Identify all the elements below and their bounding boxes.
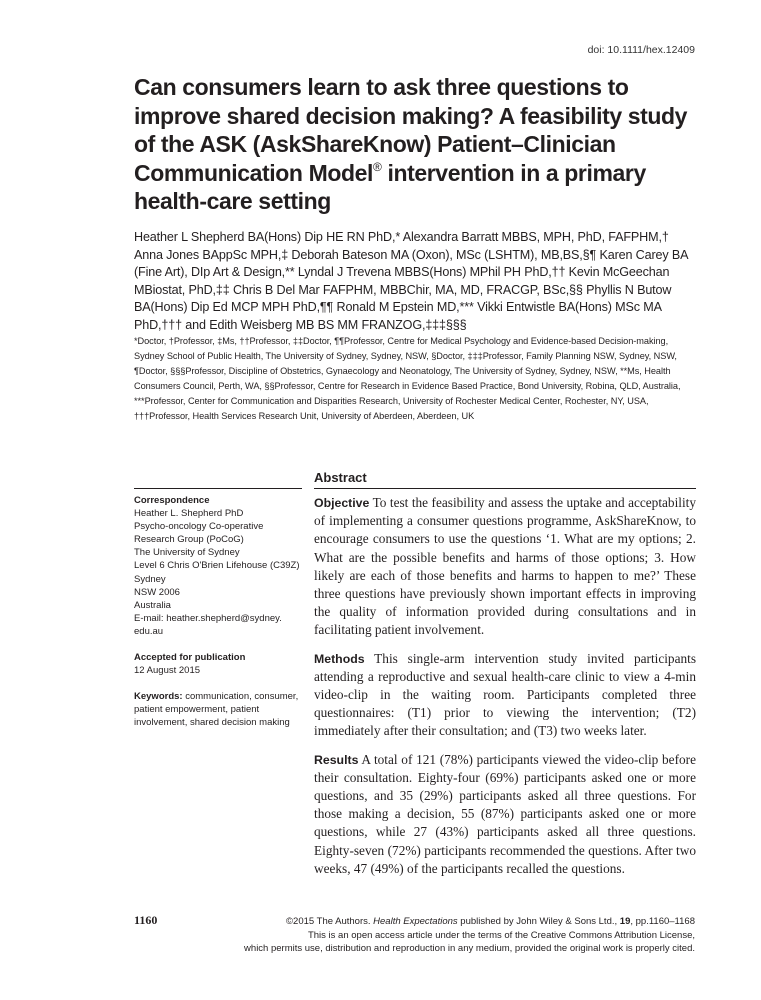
publisher-text: published by John Wiley & Sons Ltd., (457, 916, 620, 927)
abstract-heading: Abstract (314, 470, 367, 485)
correspondence-line: NSW 2006 (134, 586, 180, 598)
accepted-date: 12 August 2015 (134, 665, 201, 677)
keywords (134, 690, 306, 729)
correspondence-line: Heather L. Shepherd PhD (134, 508, 244, 520)
correspondence-line: Psycho-oncology Co-operative (134, 521, 264, 533)
keywords-text: communication, consumer, patient empowerment, patient involvement, shared decision making (134, 691, 299, 729)
results-label: Results (314, 752, 359, 767)
title-text-part1: Can consumers learn to ask three questions to improve shared decision making? A feasibility study of the ASK (AskShareKnow) Patient–Clinician Communication Model (134, 74, 688, 186)
correspondence-email[interactable]: E-mail: heather.shepherd@sydney. (134, 612, 282, 624)
page-footer (135, 915, 695, 956)
sidebar-divider (134, 488, 302, 489)
correspondence-line: Sydney (134, 573, 166, 585)
objective-label: Objective (314, 496, 370, 510)
license-line-1: This is an open access article under the terms of the Creative Commons Attribution License, (307, 929, 695, 941)
registered-mark: ® (373, 159, 382, 174)
abstract-methods (314, 650, 696, 741)
volume-number: 19 (619, 916, 631, 927)
correspondence-heading: Correspondence (134, 495, 210, 506)
page-number: 1160 (134, 913, 158, 927)
abstract-results (314, 751, 696, 878)
copyright-prefix: ©2015 The Authors. (286, 916, 374, 927)
license-line-2: which permits use, distribution and reproduction in any medium, provided the original work is properly cited. (244, 943, 695, 954)
abstract-divider (314, 488, 696, 489)
objective-text: To test the feasibility and assess the uptake and acceptability of implementing a consumer questions programme, AskShareKnow, to encourage consumers to use the questions ‘1. What are my options; 2. What are the possible benefits and harms of those options; 3. How likely are each of those benefits and harms to happen to me?’ These three questions have previously shown important effects in improving the quality of information provided during consultations and in facilitating patient involvement. (314, 495, 696, 638)
abstract-body (314, 494, 696, 888)
author-list: Heather L Shepherd BA(Hons) Dip HE RN PhD,* Alexandra Barratt MBBS, MPH, PhD, FAFPHM,† Anna Jones BAppSc MPH,‡ Deborah Bateson MA (Oxon), MSc (LSHTM), MB,BS,§¶ Karen Carey BA (Fine Art), DIp Art & Design,** Lyndal J Trevena MBBS(Hons) MPhil PH PhD,†† Kevin McGeechan MBiostat, PhD,‡‡ Chris B Del Mar FAFPHM, MBBChir, MA, MD, FRACGP, BSc,§§ Phyllis N Butow BA(Hons) Dip Ed MCP MPH PhD,¶¶ Ronald M Epstein MD,*** Vikki Entwistle BA(Hons) MSc MA PhD,††† and Edith Weisberg MB BS MM FRANZOG,‡‡‡§§§ (134, 230, 688, 332)
correspondence-line: Research Group (PoCoG) (134, 534, 244, 546)
methods-label: Methods (314, 651, 365, 666)
correspondence-line: The University of Sydney (134, 547, 240, 559)
article-title (134, 73, 694, 216)
page-range: , pp.1160–1168 (630, 916, 695, 927)
accepted-heading: Accepted for publication (134, 652, 246, 664)
sidebar (134, 494, 306, 730)
correspondence-line: Level 6 Chris O'Brien Lifehouse (C39Z) (134, 560, 300, 572)
journal-name: Health Expectations (373, 916, 458, 927)
correspondence-line: Australia (134, 599, 171, 611)
results-text: A total of 121 (78%) participants viewed the video-clip before their consultation. Eighty-four (69%) participants asked one or more questions, and 35 (29%) participants asked all three questions. For those making a decision, 55 (87%) participants asked one or more questions, while 27 (43%) participants asked all three questions. Eighty-seven (72%) participants recommended the questions. After two weeks, 47 (49%) of the participants recalled the questions. (314, 751, 696, 876)
doi-text: doi: 10.1111/hex.12409 (587, 44, 695, 56)
title-text-part2: intervention in a primary health-care setting (134, 159, 646, 214)
copyright-line (135, 915, 695, 929)
abstract-objective (314, 494, 696, 640)
correspondence-email-cont[interactable]: edu.au (134, 625, 164, 637)
methods-text: This single-arm intervention study invited participants attending a reproductive and sexual health-care clinic to view a 4-min video-clip in the waiting room. Participants completed three questionnaires: (T1) prior to viewing the intervention; (T2) immediately after their consultation; and (T3) two weeks later. (314, 650, 696, 739)
keywords-label: Keywords: (134, 691, 183, 703)
affiliations: *Doctor, †Professor, ‡Ms, ††Professor, ‡‡Doctor, ¶¶Professor, Centre for Medical Psychology and Evidence-based Decision-making, Sydney School of Public Health, The University of Sydney, Sydney, NSW, §Doctor, ‡‡‡Professor, Family Planning NSW, Sydney, NSW, ¶Doctor, §§§Professor, Discipline of Obstetrics, Gynaecology and Neonatology, The University of Sydney, Sydney, NSW, **Ms, Health Consumers Council, Perth, WA, §§Professor, Centre for Research in Evidence Based Practice, Bond University, Robina, QLD, Australia, ***Professor, Center for Communication and Disparities Research, University of Rochester Medical Center, Rochester, NY, USA, †††Professor, Health Services Research Unit, University of Aberdeen, Aberdeen, UK (134, 336, 681, 421)
